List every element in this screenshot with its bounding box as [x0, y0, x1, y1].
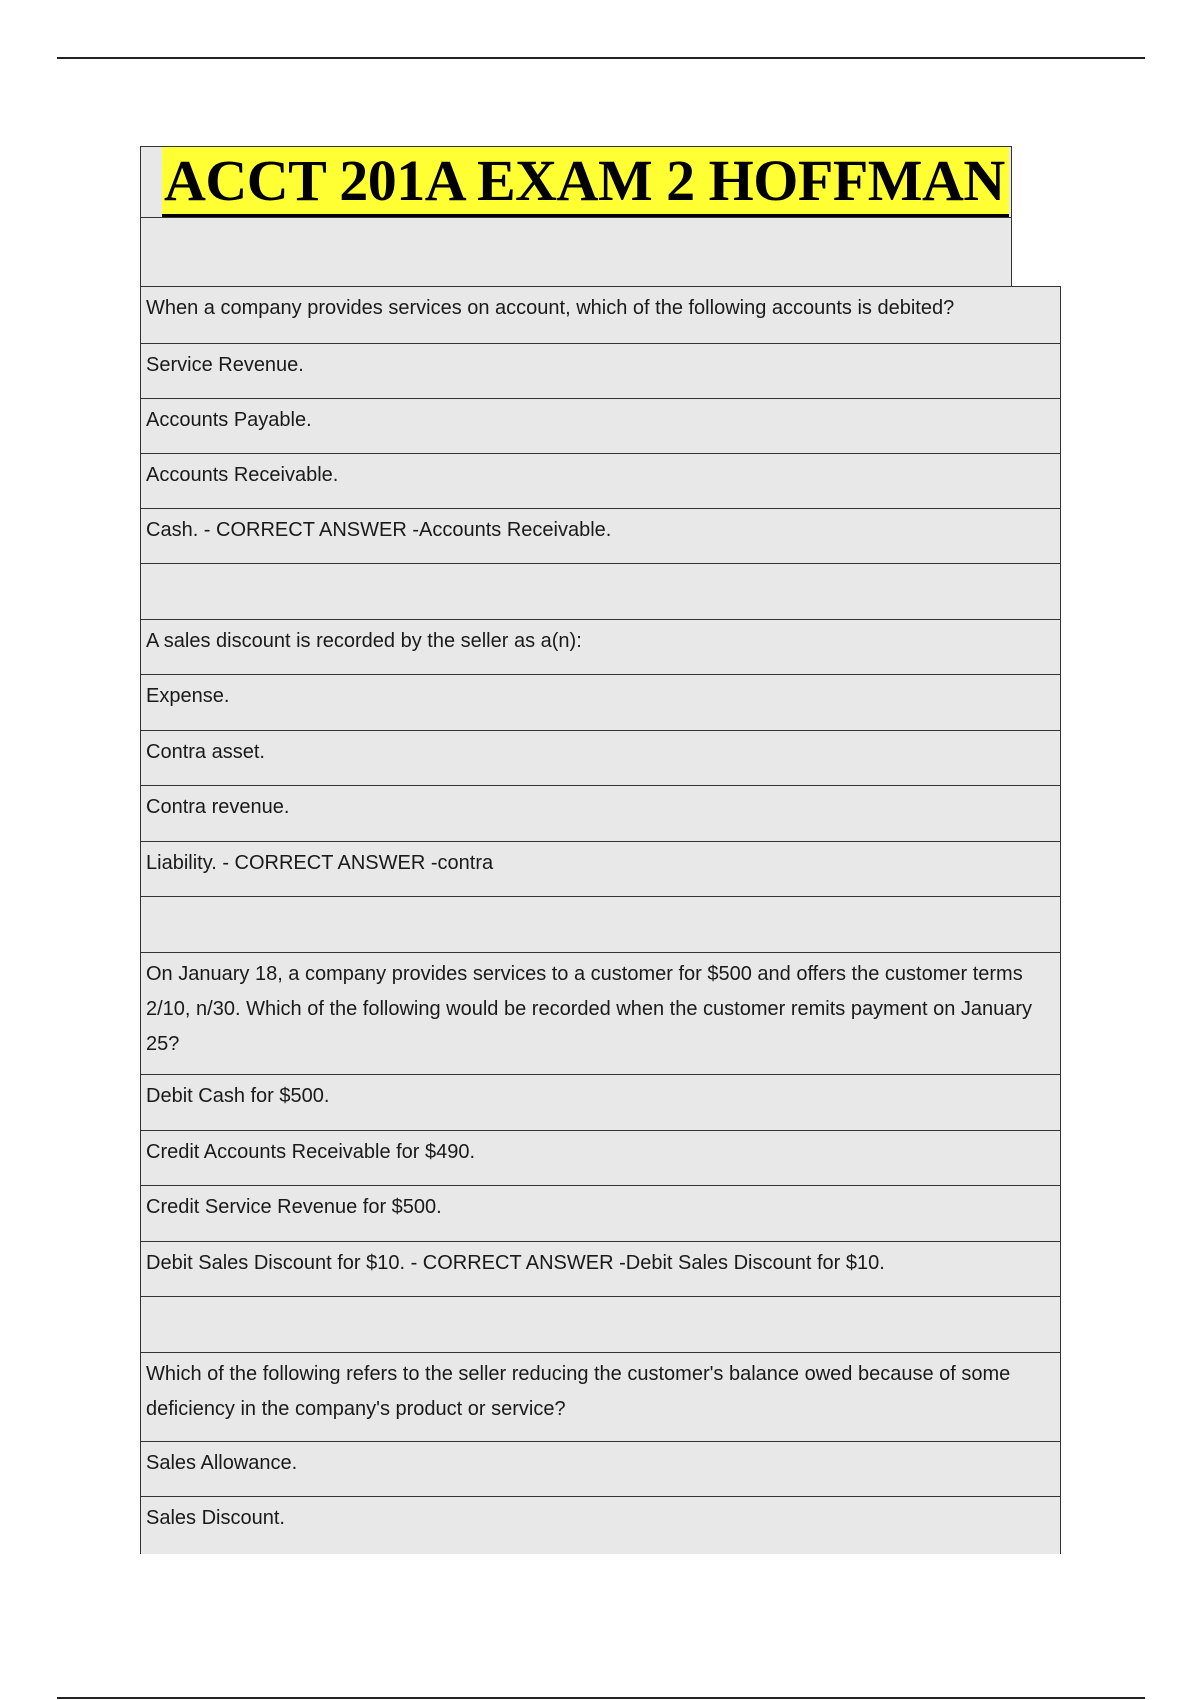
- title-blank-row: [141, 218, 1011, 287]
- question-1: When a company provides services on account, which of the following accounts is debited?: [141, 286, 1060, 343]
- option-3d-answer: Debit Sales Discount for $10. - CORRECT ANSWER -Debit Sales Discount for $10.: [141, 1241, 1060, 1296]
- option-2d-answer: Liability. - CORRECT ANSWER -contra: [141, 841, 1060, 896]
- question-3: On January 18, a company provides services to a customer for $500 and offers the customer terms 2/10, n/30. Which of the following would be recorded when the customer remits payment on January 25?: [141, 952, 1060, 1074]
- question-4: Which of the following refers to the seller reducing the customer's balance owed because of some deficiency in the company's product or service?: [141, 1352, 1060, 1441]
- option-4b: Sales Discount.: [141, 1496, 1060, 1554]
- footer-rule: [57, 1697, 1145, 1699]
- blank-row-2: [141, 896, 1060, 952]
- option-2b: Contra asset.: [141, 730, 1060, 785]
- option-1c: Accounts Receivable.: [141, 453, 1060, 508]
- option-1b: Accounts Payable.: [141, 398, 1060, 453]
- option-4a: Sales Allowance.: [141, 1441, 1060, 1496]
- option-1a: Service Revenue.: [141, 343, 1060, 398]
- document-title: ACCT 201A EXAM 2 HOFFMAN: [162, 147, 1009, 217]
- option-1d-answer: Cash. - CORRECT ANSWER -Accounts Receivable.: [141, 508, 1060, 563]
- question-2: A sales discount is recorded by the seller as a(n):: [141, 619, 1060, 674]
- option-2a: Expense.: [141, 674, 1060, 730]
- blank-row-1: [141, 563, 1060, 619]
- title-row: [141, 147, 1011, 218]
- option-2c: Contra revenue.: [141, 785, 1060, 841]
- title-block: [140, 146, 1012, 286]
- option-3b: Credit Accounts Receivable for $490.: [141, 1130, 1060, 1185]
- option-3a: Debit Cash for $500.: [141, 1074, 1060, 1130]
- blank-row-3: [141, 1296, 1060, 1352]
- option-3c: Credit Service Revenue for $500.: [141, 1185, 1060, 1241]
- header-rule: [57, 57, 1145, 59]
- question-table: [140, 286, 1061, 1554]
